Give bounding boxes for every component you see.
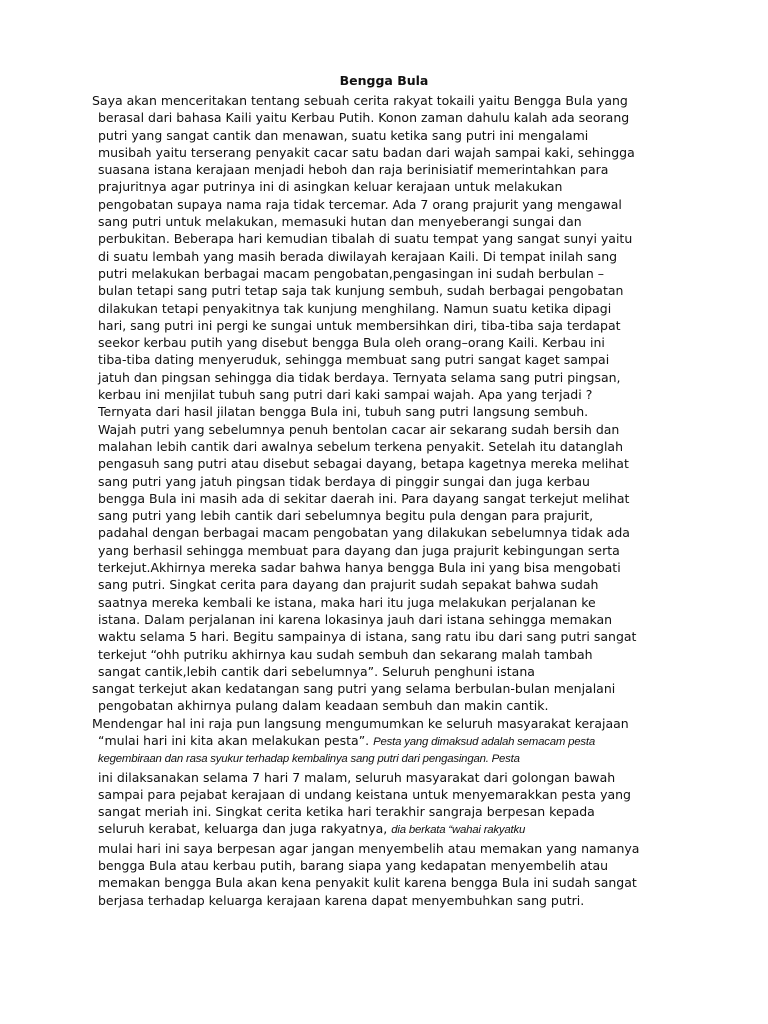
text-line: Ternyata dari hasil jilatan bengga Bula ini, tubuh sang putri langsung sembuh. (98, 404, 589, 420)
text-line-part: Pesta yang dimaksud adalah semacam pesta (373, 735, 595, 748)
text-line: jatuh dan pingsan sehingga dia tidak berdaya. Ternyata selama sang putri pingsan, (98, 369, 621, 385)
text-line: hari, sang putri ini pergi ke sungai untuk membersihkan diri, tiba-tiba saja terdapat (98, 317, 621, 333)
text-line: bengga Bula ini masih ada di sekitar daerah ini. Para dayang sangat terkejut melihat (98, 490, 630, 506)
text-line: yang berhasil sehingga membuat para dayang dan juga prajurit kebingungan serta (98, 542, 620, 558)
text-line: mulai hari ini saya berpesan agar jangan menyembelih atau memakan yang namanya (98, 840, 640, 856)
text-line: ini dilaksanakan selama 7 hari 7 malam, seluruh masyarakat dari golongan bawah (98, 769, 616, 785)
text-line-part: dia berkata “wahai rakyatku (391, 824, 526, 837)
text-line: terkejut “ohh putriku akhirnya kau sudah sembuh dan sekarang malah tambah (98, 646, 593, 662)
text-line: berjasa terhadap keluarga kerajaan karena dapat menyembuhkan sang putri. (98, 892, 585, 908)
text-line: perbukitan. Beberapa hari kemudian tibalah di suatu tempat yang sangat sunyi yaitu (98, 231, 633, 247)
text-line: sangat cantik,lebih cantik dari sebelumnya”. Seluruh penghuni istana (98, 663, 535, 679)
text-line: pengasuh sang putri atau disebut sebagai dayang, betapa kagetnya mereka melihat (98, 456, 629, 472)
text-line: putri melakukan berbagai macam pengobatan,pengasingan ini sudah berbulan – (98, 265, 604, 281)
text-line: pengobatan supaya nama raja tidak tercemar. Ada 7 orang prajurit yang mengawal (98, 196, 622, 212)
text-line: malahan lebih cantik dari awalnya sebelum terkena penyakit. Setelah itu datanglah (98, 438, 623, 454)
text-line: berasal dari bahasa Kaili yaitu Kerbau Putih. Konon zaman dahulu kalah ada seorang (98, 110, 630, 126)
text-line (92, 732, 692, 751)
text-line: waktu selama 5 hari. Begitu sampainya di istana, sang ratu ibu dari sang putri sangat (98, 629, 637, 645)
text-line: suasana istana kerajaan menjadi heboh dan raja berinisiatif memerintahkan para (98, 162, 609, 178)
text-line: sang putri untuk melakukan, memasuki hutan dan menyeberangi sungai dan (98, 214, 582, 230)
document-title: Bengga Bula (339, 73, 429, 88)
text-line: saatnya mereka kembali ke istana, maka hari itu juga melakukan perjalanan ke (98, 594, 596, 610)
text-line: putri yang sangat cantik dan menawan, suatu ketika sang putri ini mengalami (98, 127, 589, 143)
text-line: seekor kerbau putih yang disebut bengga Bula oleh orang–orang Kaili. Kerbau ini (98, 335, 605, 351)
text-line-part: seluruh kerabat, keluarga dan juga rakyatnya, (98, 821, 388, 837)
text-line: prajuritnya agar putrinya ini di asingkan keluar kerajaan untuk melakukan (98, 179, 563, 195)
text-line: kegembiraan dan rasa syukur terhadap kembalinya sang putri dari pengasingan. Pesta (98, 753, 520, 766)
text-line: sang putri yang lebih cantik dari sebelumnya begitu pula dengan para prajurit, (98, 508, 594, 524)
text-line: kerbau ini menjilat tubuh sang putri dari kaki sampai wajah. Apa yang terjadi ? (98, 387, 593, 403)
text-line: sang putri yang jatuh pingsan tidak berdaya di pinggir sungai dan juga kerbau (98, 473, 590, 489)
text-line: musibah yaitu terserang penyakit cacar satu badan dari wajah sampai kaki, sehingga (98, 144, 635, 160)
text-line: padahal dengan berbagai macam pengobatan yang dilakukan sebelumnya tidak ada (98, 525, 630, 541)
text-line (92, 820, 692, 839)
text-line: Saya akan menceritakan tentang sebuah cerita rakyat tokaili yaitu Bengga Bula yang (92, 93, 628, 108)
text-line: sangat meriah ini. Singkat cerita ketika hari terakhir sangraja berpesan kepada (98, 804, 595, 820)
text-line: istana. Dalam perjalanan ini karena lokasinya jauh dari istana sehingga memakan (98, 611, 613, 627)
text-line: sang putri. Singkat cerita para dayang dan prajurit sudah sepakat bahwa sudah (98, 577, 599, 593)
text-line: memakan bengga Bula akan kena penyakit kulit karena bengga Bula ini sudah sangat (98, 875, 637, 891)
text-line: sangat terkejut akan kedatangan sang putri yang selama berbulan-bulan menjalani (92, 681, 616, 697)
text-line: di suatu lembah yang masih berada diwilayah kerajaan Kaili. Di tempat inilah sang (98, 248, 618, 264)
text-line: sampai para pejabat kerajaan di undang keistana untuk menyemarakkan pesta yang (98, 786, 631, 802)
text-line: bengga Bula atau kerbau putih, barang siapa yang kedapatan menyembelih atau (98, 858, 609, 874)
document-body (92, 92, 692, 909)
text-line-part: “mulai hari ini kita akan melakukan pesta”. (98, 732, 370, 748)
text-line: Mendengar hal ini raja pun langsung mengumumkan ke seluruh masyarakat kerajaan (92, 715, 629, 731)
text-line: terkejut.Akhirnya mereka sadar bahwa hanya bengga Bula ini yang bisa mengobati (98, 560, 621, 576)
text-line: bulan tetapi sang putri tetap saja tak kunjung sembuh, sudah berbagai pengobatan (98, 283, 624, 299)
text-line: tiba-tiba dating menyeruduk, sehingga membuat sang putri sangat kaget sampai (98, 352, 610, 368)
text-line: Wajah putri yang sebelumnya penuh bentolan cacar air sekarang sudah bersih dan (98, 421, 620, 437)
text-line: pengobatan akhirnya pulang dalam keadaan sembuh dan makin cantik. (98, 698, 549, 714)
text-line: dilakukan tetapi penyakitnya tak kunjung menghilang. Namun suatu ketika dipagi (98, 300, 612, 316)
